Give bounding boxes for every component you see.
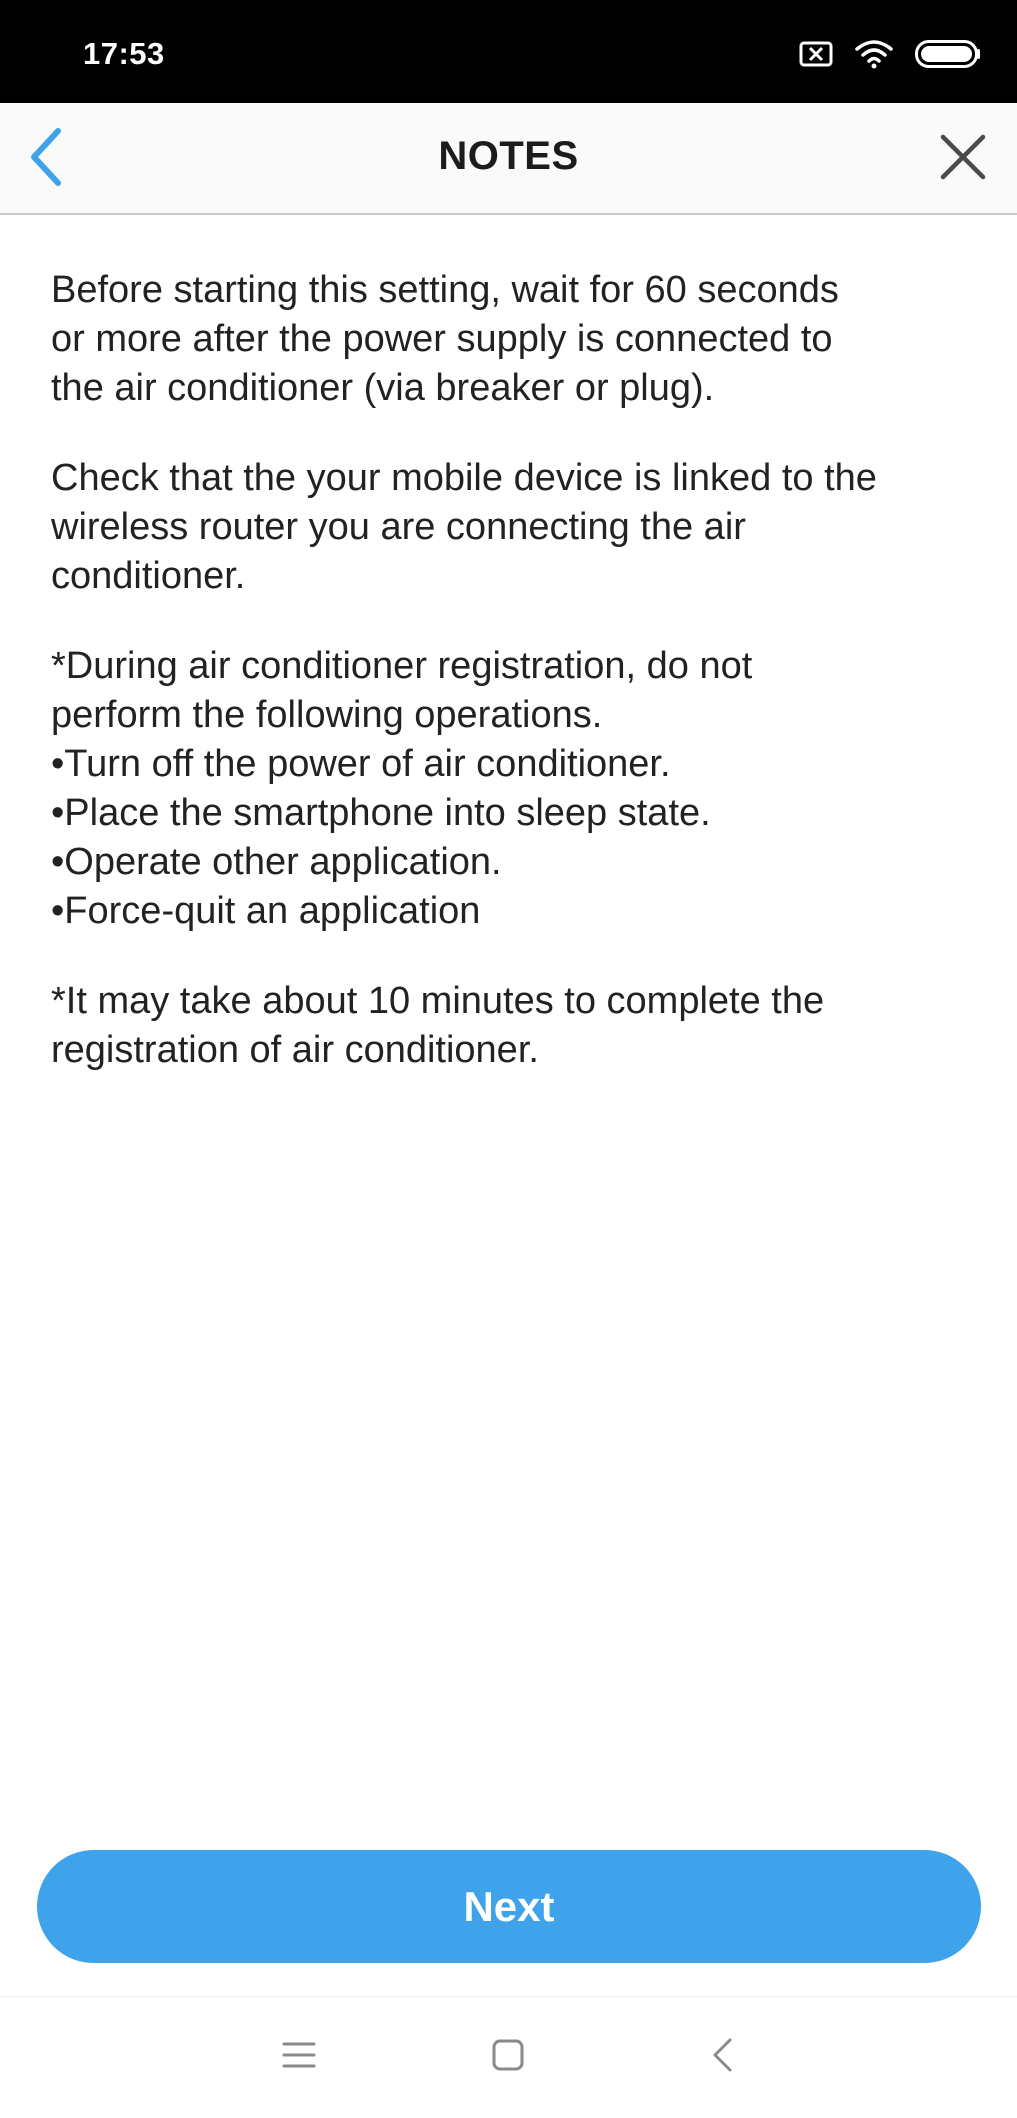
- notes-paragraph-router: [51, 454, 981, 601]
- text-line: Check that the your mobile device is linked to the: [51, 457, 877, 499]
- back-icon: [710, 2037, 734, 2078]
- text-line: *During air conditioner registration, do not: [51, 645, 753, 687]
- battery-icon: [915, 39, 981, 69]
- text-line: conditioner.: [51, 555, 246, 597]
- close-button[interactable]: [931, 127, 995, 191]
- bullet-line: •Place the smartphone into sleep state.: [51, 792, 711, 834]
- status-time: 17:53: [83, 36, 165, 71]
- nav-back-button[interactable]: [692, 2027, 752, 2087]
- wifi-icon: [855, 39, 893, 69]
- bullet-line: •Force-quit an application: [51, 890, 481, 932]
- notes-paragraph-power: [51, 266, 981, 413]
- text-line: wireless router you are connecting the air: [51, 506, 746, 548]
- page-title: NOTES: [438, 134, 579, 178]
- status-icons: [799, 36, 981, 72]
- text-line: the air conditioner (via breaker or plug).: [51, 367, 715, 409]
- bullet-line: •Turn off the power of air conditioner.: [51, 743, 671, 785]
- bullet-line: •Operate other application.: [51, 841, 502, 883]
- nav-menu-button[interactable]: [269, 2027, 329, 2087]
- home-icon: [491, 2038, 525, 2077]
- no-sim-icon: [799, 40, 833, 68]
- navigation-bar: [0, 1996, 1017, 2118]
- close-icon: [940, 134, 986, 185]
- notes-content: [51, 266, 981, 1116]
- header-bar: [0, 103, 1017, 215]
- text-line: or more after the power supply is connected to: [51, 318, 833, 360]
- next-button[interactable]: Next: [37, 1850, 981, 1963]
- text-line: Before starting this setting, wait for 60 seconds: [51, 269, 839, 311]
- menu-icon: [282, 2040, 316, 2075]
- text-line: *It may take about 10 minutes to complete the: [51, 980, 825, 1022]
- text-line: perform the following operations.: [51, 694, 603, 736]
- status-bar: [0, 0, 1017, 103]
- notes-paragraph-operations: [51, 642, 981, 936]
- notes-paragraph-duration: [51, 977, 981, 1075]
- text-line: registration of air conditioner.: [51, 1029, 539, 1071]
- nav-home-button[interactable]: [478, 2027, 538, 2087]
